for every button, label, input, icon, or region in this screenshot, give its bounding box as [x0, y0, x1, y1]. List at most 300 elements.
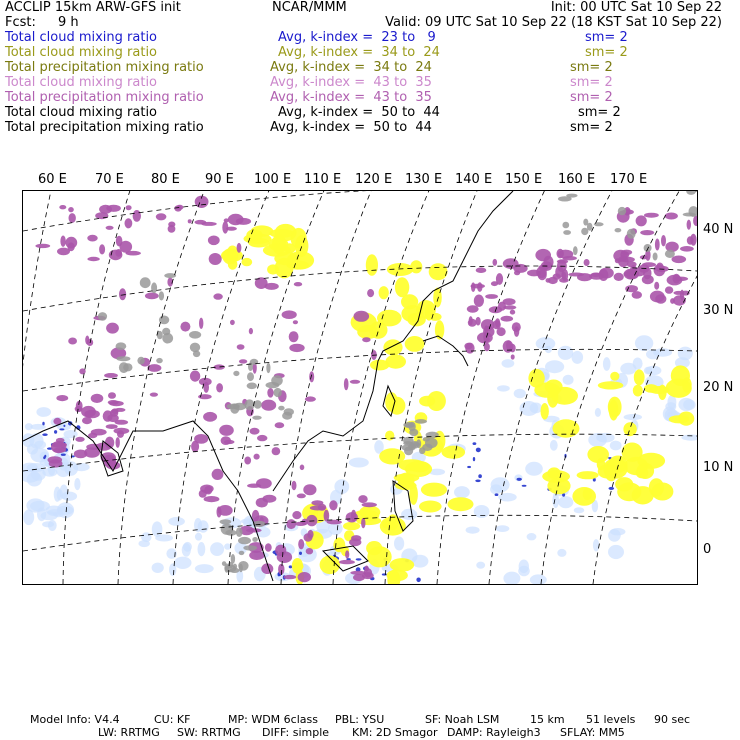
precip-purple: [309, 371, 314, 382]
cloud-light-blue: [152, 563, 164, 573]
longitude-label: 80 E: [151, 172, 180, 187]
precip-purple: [367, 289, 374, 297]
precip-purple: [254, 454, 260, 460]
precip-purple: [275, 422, 285, 428]
cloud-gray: [284, 408, 294, 415]
cloud-light-blue: [74, 478, 80, 490]
cloud-gray: [266, 363, 270, 373]
cloud-yellow: [541, 403, 549, 420]
precip-purple: [110, 409, 118, 417]
precip-purple: [672, 256, 687, 264]
footer-levels: 51 levels: [586, 713, 636, 726]
cloud-yellow: [251, 225, 274, 236]
cloud-light-blue: [152, 521, 163, 537]
cloud-light-blue: [572, 351, 584, 364]
precip-purple: [150, 393, 158, 397]
precip-purple: [69, 213, 76, 223]
cloud-yellow: [405, 461, 432, 477]
precip-purple: [275, 545, 286, 556]
cloud-gray: [159, 291, 164, 300]
cloud-yellow: [366, 254, 378, 276]
cloud-gray: [247, 383, 257, 390]
cloud-yellow: [343, 522, 360, 530]
precip-purple: [496, 273, 503, 285]
weather-map: [22, 190, 698, 585]
cloud-blue: [59, 428, 64, 430]
precip-purple: [503, 298, 516, 305]
precip-purple: [212, 469, 224, 480]
cloud-light-blue: [520, 401, 539, 416]
precip-purple: [272, 447, 281, 455]
precip-purple: [106, 205, 121, 212]
precip-purple: [284, 575, 297, 579]
precip-purple: [219, 425, 234, 436]
cloud-gray: [408, 422, 415, 431]
precip-purple: [68, 207, 74, 212]
precip-purple: [237, 243, 242, 253]
cloud-blue: [522, 485, 527, 487]
precip-purple: [636, 215, 647, 226]
precip-purple: [495, 318, 500, 327]
footer-sflay: SFLAY: MM5: [560, 726, 625, 739]
cloud-gray: [220, 519, 232, 524]
precip-purple: [180, 322, 190, 332]
cloud-yellow: [448, 497, 474, 511]
longitude-label: 100 E: [254, 172, 292, 187]
cloud-blue: [517, 478, 522, 481]
cloud-gray: [245, 399, 255, 410]
footer-damp: DAMP: Rayleigh3: [447, 726, 541, 739]
cloud-light-blue: [349, 458, 369, 468]
cloud-light-blue: [608, 545, 624, 559]
cloud-light-blue: [454, 486, 470, 498]
precip-purple: [217, 506, 222, 517]
cloud-yellow: [395, 277, 409, 297]
cloud-blue: [476, 448, 481, 453]
precip-purple: [65, 237, 77, 249]
precip-purple: [306, 548, 313, 554]
cloud-light-blue: [183, 542, 192, 552]
longitude-label: 60 E: [38, 172, 67, 187]
cloud-gray: [274, 388, 282, 397]
cloud-blue: [42, 422, 44, 426]
field-name: Total precipitation mixing ratio: [5, 90, 204, 105]
cloud-light-blue: [514, 389, 526, 399]
cloud-gray: [238, 537, 251, 544]
cloud-light-blue: [624, 414, 642, 420]
cloud-gray: [686, 191, 696, 195]
precip-purple: [493, 259, 498, 266]
cloud-gray: [238, 561, 248, 571]
cloud-yellow: [419, 501, 442, 513]
cloud-light-blue: [518, 566, 530, 577]
cloud-gray: [164, 273, 176, 278]
cloud-gray: [247, 372, 254, 381]
precip-purple: [104, 373, 118, 378]
cloud-light-blue: [496, 525, 510, 532]
cloud-gray: [252, 416, 261, 420]
precip-purple: [222, 221, 228, 233]
field-avg: Avg, k-index = 23 to 9: [278, 30, 436, 45]
cloud-blue: [63, 425, 65, 427]
precip-purple: [35, 244, 50, 248]
precip-purple: [190, 371, 200, 382]
cloud-gray: [239, 551, 245, 555]
cloud-gray: [615, 228, 622, 232]
precip-purple: [82, 417, 92, 424]
precip-purple: [133, 210, 141, 222]
field-avg: Avg, k-index = 50 to 44: [278, 105, 440, 120]
model-title: ACCLIP 15km ARW-GFS init: [5, 0, 181, 15]
cloud-gray: [116, 356, 130, 361]
cloud-light-blue: [603, 357, 611, 371]
precip-purple: [614, 273, 624, 281]
footer-mp: MP: WDM 6class: [228, 713, 318, 726]
precip-purple: [675, 277, 689, 281]
precip-purple: [632, 291, 642, 299]
cloud-gray: [419, 447, 425, 454]
precip-purple: [117, 430, 124, 438]
precip-purple: [644, 213, 659, 218]
longitude-label: 130 E: [405, 172, 443, 187]
precip-purple: [257, 435, 267, 441]
cloud-gray: [410, 441, 419, 449]
precip-purple: [661, 235, 666, 246]
precip-purple: [298, 539, 304, 549]
cloud-gray: [278, 406, 284, 411]
cloud-light-blue: [46, 506, 63, 515]
cloud-yellow: [634, 369, 645, 385]
precip-purple: [106, 323, 119, 334]
precip-purple: [300, 465, 305, 471]
precip-purple: [246, 528, 262, 532]
cloud-light-blue: [476, 562, 485, 569]
cloud-gray: [562, 222, 569, 229]
cloud-yellow: [366, 541, 382, 555]
precip-purple: [239, 359, 247, 363]
precip-purple: [87, 235, 97, 242]
precip-purple: [512, 322, 521, 332]
cloud-light-blue: [503, 572, 520, 584]
precip-purple: [120, 241, 133, 253]
cloud-light-blue: [198, 542, 206, 556]
precip-purple: [282, 310, 297, 319]
field-avg: Avg, k-index = 43 to 35: [270, 75, 432, 90]
cloud-gray: [248, 362, 253, 371]
precip-purple: [351, 535, 361, 541]
cloud-gray: [618, 207, 626, 215]
cloud-gray: [653, 253, 658, 261]
latitude-label: 30 N: [703, 303, 734, 318]
precip-purple: [467, 305, 479, 312]
cloud-gray: [225, 530, 236, 536]
cloud-blue: [299, 552, 302, 555]
precip-purple: [294, 282, 302, 286]
cloud-blue: [609, 487, 615, 490]
cloud-light-blue: [474, 505, 490, 518]
precip-purple: [230, 320, 235, 325]
precip-purple: [147, 364, 161, 372]
precip-purple: [548, 277, 558, 284]
cloud-yellow: [442, 446, 466, 459]
cloud-yellow: [633, 385, 643, 397]
precip-purple: [265, 543, 272, 552]
precip-purple: [108, 392, 116, 399]
field-name: Total cloud mixing ratio: [5, 30, 158, 45]
field-name: Total cloud mixing ratio: [5, 45, 158, 60]
cloud-light-blue: [169, 563, 176, 576]
cloud-light-blue: [595, 408, 601, 417]
cloud-light-blue: [48, 520, 57, 531]
forecast-label: Fcst:: [5, 15, 36, 30]
precip-purple: [364, 566, 368, 572]
cloud-yellow: [583, 488, 592, 500]
cloud-light-blue: [491, 477, 510, 492]
cloud-light-blue: [683, 399, 695, 410]
longitude-label: 90 E: [205, 172, 234, 187]
cloud-blue: [475, 480, 480, 483]
cloud-light-blue: [195, 564, 214, 573]
precip-purple: [209, 253, 222, 265]
precip-purple: [213, 293, 222, 299]
precip-purple: [511, 354, 515, 359]
cloud-light-blue: [653, 348, 672, 356]
cloud-yellow: [389, 397, 406, 415]
precip-purple: [361, 518, 365, 528]
cloud-yellow: [651, 483, 673, 501]
precip-purple: [501, 316, 514, 322]
precip-purple: [481, 319, 495, 331]
field-smoothing: sm= 2: [570, 90, 613, 105]
field-avg: Avg, k-index = 43 to 35: [270, 90, 432, 105]
precip-purple: [292, 481, 297, 490]
precip-purple: [503, 340, 514, 352]
latitude-label: 40 N: [703, 222, 734, 237]
cloud-light-blue: [530, 574, 547, 584]
precip-purple: [105, 437, 114, 449]
cloud-yellow: [383, 339, 402, 355]
cloud-gray: [116, 342, 127, 350]
cloud-gray: [563, 230, 571, 235]
cloud-light-blue: [620, 363, 636, 375]
cloud-gray: [583, 219, 588, 226]
cloud-blue: [416, 578, 420, 583]
precip-purple: [307, 530, 313, 539]
precip-purple: [584, 259, 590, 266]
precip-purple: [562, 272, 567, 279]
cloud-light-blue: [558, 496, 573, 508]
map-canvas: [23, 191, 697, 584]
cloud-yellow: [649, 386, 670, 394]
longitude-label: 150 E: [505, 172, 543, 187]
precip-purple: [474, 295, 484, 307]
precip-purple: [289, 331, 299, 342]
cloud-yellow: [610, 372, 619, 381]
cloud-yellow: [429, 313, 442, 321]
cloud-yellow: [587, 446, 609, 463]
cloud-gray: [415, 419, 427, 424]
precip-purple: [358, 495, 367, 503]
latitude-label: 20 N: [703, 380, 734, 395]
precip-purple: [354, 311, 370, 322]
precip-purple: [295, 522, 307, 526]
cloud-blue: [478, 474, 482, 478]
precip-purple: [362, 572, 374, 579]
precip-purple: [650, 291, 665, 303]
cloud-yellow: [356, 517, 381, 526]
precip-purple: [115, 420, 129, 425]
cloud-blue: [473, 442, 477, 445]
cloud-light-blue: [54, 487, 61, 502]
cloud-gray: [140, 277, 151, 288]
cloud-gray: [243, 545, 257, 550]
cloud-light-blue: [36, 407, 51, 417]
cloud-blue: [382, 573, 387, 575]
precip-purple: [536, 267, 547, 278]
cloud-blue: [473, 457, 475, 461]
cloud-gray: [581, 228, 588, 235]
cloud-yellow: [380, 517, 406, 536]
precip-purple: [95, 212, 108, 219]
cloud-gray: [233, 371, 239, 376]
precip-purple: [88, 433, 97, 438]
precip-purple: [476, 267, 487, 273]
precip-purple: [351, 510, 356, 522]
cloud-yellow: [598, 381, 624, 389]
cloud-light-blue: [563, 375, 574, 385]
field-name: Total cloud mixing ratio: [5, 105, 158, 120]
field-smoothing: sm= 2: [570, 120, 613, 135]
precip-purple: [84, 447, 100, 457]
precip-purple: [311, 500, 323, 505]
precip-purple: [119, 288, 126, 300]
cloud-light-blue: [210, 542, 224, 556]
longitude-label: 110 E: [304, 172, 342, 187]
cloud-light-blue: [27, 463, 46, 472]
precip-purple: [57, 248, 70, 256]
precip-purple: [56, 395, 68, 401]
cloud-light-blue: [557, 549, 566, 557]
cloud-gray: [222, 561, 226, 566]
cloud-light-blue: [394, 537, 404, 551]
cloud-light-blue: [593, 539, 599, 551]
cloud-yellow: [385, 431, 394, 441]
precip-purple: [665, 286, 673, 293]
cloud-blue: [495, 493, 499, 496]
cloud-light-blue: [525, 462, 543, 476]
precip-purple: [216, 383, 223, 392]
precip-purple: [687, 220, 691, 230]
coastline: [463, 191, 513, 261]
cloud-light-blue: [224, 543, 231, 549]
precip-purple: [339, 560, 355, 564]
footer-pbl: PBL: YSU: [335, 713, 385, 726]
precip-purple: [693, 216, 697, 227]
precip-purple: [199, 318, 203, 329]
longitude-label: 160 E: [558, 172, 596, 187]
precip-purple: [640, 230, 654, 235]
cloud-yellow: [545, 380, 563, 395]
precip-purple: [563, 256, 577, 260]
cloud-light-blue: [502, 359, 515, 368]
cloud-gray: [566, 194, 577, 198]
cloud-gray: [426, 432, 439, 439]
cloud-gray: [119, 362, 129, 373]
precip-purple: [627, 261, 637, 267]
coastline: [423, 336, 468, 366]
cloud-gray: [193, 351, 200, 358]
cloud-light-blue: [29, 433, 43, 449]
precip-purple: [362, 502, 377, 507]
precip-purple: [106, 424, 118, 429]
footer-sf: SF: Noah LSM: [425, 713, 500, 726]
precip-purple: [126, 205, 132, 210]
precip-purple: [654, 282, 659, 290]
precip-purple: [81, 406, 96, 418]
precip-purple: [485, 294, 498, 299]
precip-purple: [626, 269, 638, 280]
cloud-gray: [162, 328, 170, 335]
precip-purple: [345, 550, 349, 558]
precip-purple: [208, 236, 220, 246]
precip-purple: [327, 520, 342, 525]
precip-purple: [680, 290, 684, 301]
precip-purple: [237, 344, 245, 350]
precip-purple: [60, 236, 65, 247]
init-time: Init: 00 UTC Sat 10 Sep 22: [550, 0, 722, 15]
precip-purple: [108, 400, 119, 405]
cloud-light-blue: [558, 346, 573, 360]
cloud-light-blue: [37, 507, 46, 521]
precip-purple: [298, 572, 311, 582]
precip-purple: [176, 205, 183, 210]
cloud-blue: [42, 433, 47, 436]
precip-purple: [68, 338, 77, 345]
cloud-gray: [252, 537, 258, 542]
precip-purple: [188, 219, 192, 223]
precip-purple: [344, 378, 349, 390]
cloud-gray: [644, 244, 652, 252]
field-name: Total precipitation mixing ratio: [5, 60, 204, 75]
precip-purple: [464, 343, 472, 350]
precip-purple: [310, 506, 326, 511]
precip-purple: [59, 205, 66, 209]
precip-purple: [665, 213, 678, 220]
cloud-gray: [190, 343, 200, 353]
cloud-yellow: [528, 369, 544, 388]
cloud-yellow: [405, 336, 425, 352]
cloud-light-blue: [23, 510, 34, 526]
precip-purple: [468, 319, 477, 327]
cloud-yellow: [241, 258, 252, 266]
organization: NCAR/MMM: [272, 0, 347, 15]
precip-purple: [599, 269, 609, 281]
cloud-yellow: [542, 470, 570, 483]
footer-diff: DIFF: simple: [262, 726, 330, 739]
precip-purple: [116, 437, 120, 448]
precip-purple: [249, 328, 253, 334]
cloud-gray: [98, 312, 107, 321]
precip-purple: [75, 437, 84, 442]
cloud-yellow: [669, 415, 690, 423]
field-avg: Avg, k-index = 50 to 44: [270, 120, 432, 135]
cloud-yellow: [390, 558, 415, 572]
cloud-yellow: [636, 467, 649, 478]
cloud-gray: [271, 375, 283, 386]
cloud-yellow: [577, 471, 599, 479]
precip-purple: [503, 258, 519, 269]
cloud-blue: [44, 455, 46, 458]
